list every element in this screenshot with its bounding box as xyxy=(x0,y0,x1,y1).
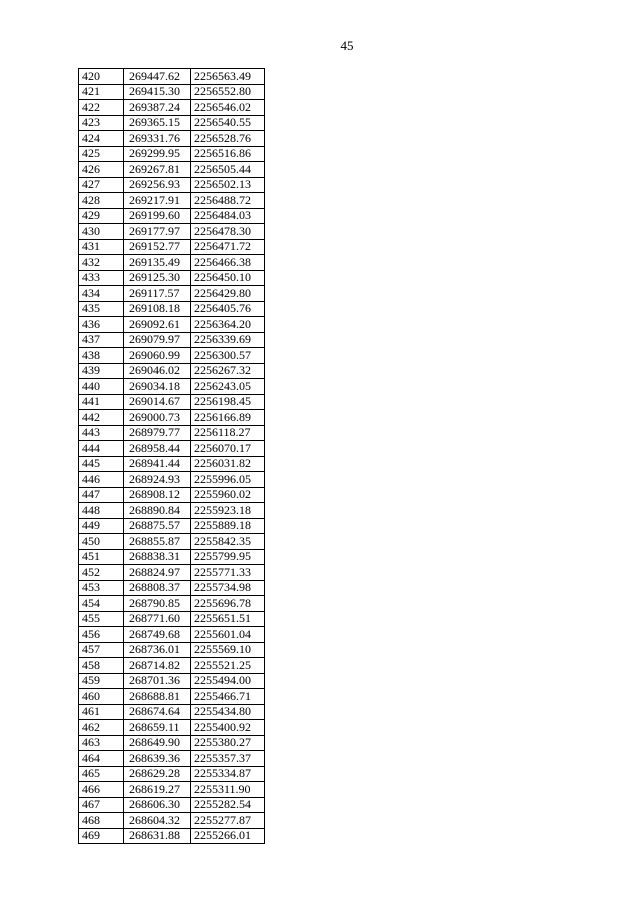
point-number-cell: 452 xyxy=(79,565,124,581)
x-coordinate-cell: 269256.93 xyxy=(124,177,191,193)
x-coordinate-cell: 269014.67 xyxy=(124,394,191,410)
table-row xyxy=(79,534,265,550)
x-coordinate-cell: 269415.30 xyxy=(124,84,191,100)
y-coordinate-cell: 2256516.86 xyxy=(191,146,265,162)
y-coordinate-cell: 2256339.69 xyxy=(191,332,265,348)
point-number-cell: 431 xyxy=(79,239,124,255)
table-row xyxy=(79,627,265,643)
table-row xyxy=(79,813,265,829)
y-coordinate-cell: 2255601.04 xyxy=(191,627,265,643)
x-coordinate-cell: 269117.57 xyxy=(124,286,191,302)
table-row xyxy=(79,115,265,131)
y-coordinate-cell: 2255569.10 xyxy=(191,642,265,658)
point-number-cell: 432 xyxy=(79,255,124,271)
x-coordinate-cell: 268606.30 xyxy=(124,797,191,813)
y-coordinate-cell: 2256118.27 xyxy=(191,425,265,441)
x-coordinate-cell: 269046.02 xyxy=(124,363,191,379)
point-number-cell: 445 xyxy=(79,456,124,472)
x-coordinate-cell: 268604.32 xyxy=(124,813,191,829)
y-coordinate-cell: 2256405.76 xyxy=(191,301,265,317)
point-number-cell: 433 xyxy=(79,270,124,286)
table-row xyxy=(79,735,265,751)
y-coordinate-cell: 2256450.10 xyxy=(191,270,265,286)
table-row xyxy=(79,549,265,565)
table-row xyxy=(79,673,265,689)
point-number-cell: 469 xyxy=(79,828,124,844)
table-row xyxy=(79,611,265,627)
point-number-cell: 451 xyxy=(79,549,124,565)
y-coordinate-cell: 2256540.55 xyxy=(191,115,265,131)
y-coordinate-cell: 2255734.98 xyxy=(191,580,265,596)
x-coordinate-cell: 268701.36 xyxy=(124,673,191,689)
table-row xyxy=(79,689,265,705)
table-row xyxy=(79,596,265,612)
y-coordinate-cell: 2256502.13 xyxy=(191,177,265,193)
x-coordinate-cell: 268714.82 xyxy=(124,658,191,674)
y-coordinate-cell: 2255960.02 xyxy=(191,487,265,503)
x-coordinate-cell: 269447.62 xyxy=(124,69,191,85)
table-row xyxy=(79,487,265,503)
x-coordinate-cell: 269365.15 xyxy=(124,115,191,131)
table-row xyxy=(79,332,265,348)
table-row xyxy=(79,84,265,100)
y-coordinate-cell: 2256552.80 xyxy=(191,84,265,100)
table-row xyxy=(79,363,265,379)
table-row xyxy=(79,208,265,224)
y-coordinate-cell: 2256243.05 xyxy=(191,379,265,395)
point-number-cell: 425 xyxy=(79,146,124,162)
point-number-cell: 463 xyxy=(79,735,124,751)
table-row xyxy=(79,317,265,333)
point-number-cell: 438 xyxy=(79,348,124,364)
y-coordinate-cell: 2256198.45 xyxy=(191,394,265,410)
y-coordinate-cell: 2255380.27 xyxy=(191,735,265,751)
table-row xyxy=(79,301,265,317)
point-number-cell: 456 xyxy=(79,627,124,643)
y-coordinate-cell: 2255771.33 xyxy=(191,565,265,581)
table-row xyxy=(79,658,265,674)
x-coordinate-cell: 268688.81 xyxy=(124,689,191,705)
table-row xyxy=(79,503,265,519)
y-coordinate-cell: 2255494.00 xyxy=(191,673,265,689)
y-coordinate-cell: 2255696.78 xyxy=(191,596,265,612)
table-row xyxy=(79,162,265,178)
x-coordinate-cell: 268808.37 xyxy=(124,580,191,596)
point-number-cell: 458 xyxy=(79,658,124,674)
x-coordinate-cell: 269060.99 xyxy=(124,348,191,364)
y-coordinate-cell: 2255651.51 xyxy=(191,611,265,627)
table-row xyxy=(79,425,265,441)
y-coordinate-cell: 2256546.02 xyxy=(191,100,265,116)
point-number-cell: 462 xyxy=(79,720,124,736)
page-number: 45 xyxy=(340,38,354,53)
x-coordinate-cell: 268875.57 xyxy=(124,518,191,534)
y-coordinate-cell: 2255842.35 xyxy=(191,534,265,550)
y-coordinate-cell: 2256166.89 xyxy=(191,410,265,426)
x-coordinate-cell: 268958.44 xyxy=(124,441,191,457)
point-number-cell: 430 xyxy=(79,224,124,240)
point-number-cell: 442 xyxy=(79,410,124,426)
y-coordinate-cell: 2255266.01 xyxy=(191,828,265,844)
point-number-cell: 440 xyxy=(79,379,124,395)
y-coordinate-cell: 2255923.18 xyxy=(191,503,265,519)
point-number-cell: 454 xyxy=(79,596,124,612)
y-coordinate-cell: 2255277.87 xyxy=(191,813,265,829)
point-number-cell: 429 xyxy=(79,208,124,224)
table-row xyxy=(79,224,265,240)
point-number-cell: 459 xyxy=(79,673,124,689)
y-coordinate-cell: 2256267.32 xyxy=(191,363,265,379)
y-coordinate-cell: 2256471.72 xyxy=(191,239,265,255)
table-row xyxy=(79,193,265,209)
coordinates-table-body xyxy=(79,69,265,844)
y-coordinate-cell: 2256429.80 xyxy=(191,286,265,302)
table-row xyxy=(79,751,265,767)
x-coordinate-cell: 268824.97 xyxy=(124,565,191,581)
point-number-cell: 467 xyxy=(79,797,124,813)
table-row xyxy=(79,348,265,364)
point-number-cell: 444 xyxy=(79,441,124,457)
y-coordinate-cell: 2255889.18 xyxy=(191,518,265,534)
table-row xyxy=(79,720,265,736)
table-row xyxy=(79,797,265,813)
table-row xyxy=(79,177,265,193)
table-row xyxy=(79,828,265,844)
x-coordinate-cell: 268924.93 xyxy=(124,472,191,488)
point-number-cell: 446 xyxy=(79,472,124,488)
y-coordinate-cell: 2256505.44 xyxy=(191,162,265,178)
point-number-cell: 428 xyxy=(79,193,124,209)
x-coordinate-cell: 268639.36 xyxy=(124,751,191,767)
table-row xyxy=(79,255,265,271)
x-coordinate-cell: 269000.73 xyxy=(124,410,191,426)
y-coordinate-cell: 2255311.90 xyxy=(191,782,265,798)
x-coordinate-cell: 269034.18 xyxy=(124,379,191,395)
table-row xyxy=(79,100,265,116)
y-coordinate-cell: 2255434.80 xyxy=(191,704,265,720)
y-coordinate-cell: 2255400.92 xyxy=(191,720,265,736)
y-coordinate-cell: 2256478.30 xyxy=(191,224,265,240)
y-coordinate-cell: 2256070.17 xyxy=(191,441,265,457)
x-coordinate-cell: 268790.85 xyxy=(124,596,191,612)
point-number-cell: 468 xyxy=(79,813,124,829)
x-coordinate-cell: 269217.91 xyxy=(124,193,191,209)
table-row xyxy=(79,518,265,534)
table-row xyxy=(79,131,265,147)
x-coordinate-cell: 269108.18 xyxy=(124,301,191,317)
y-coordinate-cell: 2255466.71 xyxy=(191,689,265,705)
x-coordinate-cell: 268629.28 xyxy=(124,766,191,782)
y-coordinate-cell: 2255357.37 xyxy=(191,751,265,767)
x-coordinate-cell: 269135.49 xyxy=(124,255,191,271)
y-coordinate-cell: 2255334.87 xyxy=(191,766,265,782)
table-row xyxy=(79,69,265,85)
x-coordinate-cell: 268941.44 xyxy=(124,456,191,472)
point-number-cell: 437 xyxy=(79,332,124,348)
point-number-cell: 422 xyxy=(79,100,124,116)
point-number-cell: 447 xyxy=(79,487,124,503)
y-coordinate-cell: 2255799.95 xyxy=(191,549,265,565)
point-number-cell: 441 xyxy=(79,394,124,410)
point-number-cell: 453 xyxy=(79,580,124,596)
point-number-cell: 448 xyxy=(79,503,124,519)
point-number-cell: 434 xyxy=(79,286,124,302)
y-coordinate-cell: 2255282.54 xyxy=(191,797,265,813)
point-number-cell: 436 xyxy=(79,317,124,333)
x-coordinate-cell: 269125.30 xyxy=(124,270,191,286)
point-number-cell: 465 xyxy=(79,766,124,782)
point-number-cell: 450 xyxy=(79,534,124,550)
x-coordinate-cell: 269177.97 xyxy=(124,224,191,240)
x-coordinate-cell: 269299.95 xyxy=(124,146,191,162)
table-row xyxy=(79,270,265,286)
point-number-cell: 460 xyxy=(79,689,124,705)
table-row xyxy=(79,456,265,472)
point-number-cell: 464 xyxy=(79,751,124,767)
table-row xyxy=(79,286,265,302)
y-coordinate-cell: 2256488.72 xyxy=(191,193,265,209)
y-coordinate-cell: 2256466.38 xyxy=(191,255,265,271)
table-row xyxy=(79,410,265,426)
point-number-cell: 426 xyxy=(79,162,124,178)
table-row xyxy=(79,472,265,488)
point-number-cell: 439 xyxy=(79,363,124,379)
y-coordinate-cell: 2255521.25 xyxy=(191,658,265,674)
x-coordinate-cell: 268890.84 xyxy=(124,503,191,519)
x-coordinate-cell: 269387.24 xyxy=(124,100,191,116)
x-coordinate-cell: 268838.31 xyxy=(124,549,191,565)
y-coordinate-cell: 2256563.49 xyxy=(191,69,265,85)
x-coordinate-cell: 268855.87 xyxy=(124,534,191,550)
table-row xyxy=(79,782,265,798)
point-number-cell: 423 xyxy=(79,115,124,131)
y-coordinate-cell: 2256364.20 xyxy=(191,317,265,333)
table-row xyxy=(79,239,265,255)
x-coordinate-cell: 268659.11 xyxy=(124,720,191,736)
x-coordinate-cell: 268674.64 xyxy=(124,704,191,720)
x-coordinate-cell: 268736.01 xyxy=(124,642,191,658)
point-number-cell: 449 xyxy=(79,518,124,534)
x-coordinate-cell: 268749.68 xyxy=(124,627,191,643)
point-number-cell: 455 xyxy=(79,611,124,627)
x-coordinate-cell: 268771.60 xyxy=(124,611,191,627)
y-coordinate-cell: 2256484.03 xyxy=(191,208,265,224)
point-number-cell: 420 xyxy=(79,69,124,85)
point-number-cell: 427 xyxy=(79,177,124,193)
table-row xyxy=(79,580,265,596)
table-row xyxy=(79,565,265,581)
coordinates-table xyxy=(78,68,265,844)
x-coordinate-cell: 269331.76 xyxy=(124,131,191,147)
table-row xyxy=(79,441,265,457)
y-coordinate-cell: 2256300.57 xyxy=(191,348,265,364)
table-row xyxy=(79,379,265,395)
y-coordinate-cell: 2256528.76 xyxy=(191,131,265,147)
x-coordinate-cell: 268619.27 xyxy=(124,782,191,798)
y-coordinate-cell: 2256031.82 xyxy=(191,456,265,472)
table-row xyxy=(79,146,265,162)
point-number-cell: 424 xyxy=(79,131,124,147)
x-coordinate-cell: 268649.90 xyxy=(124,735,191,751)
table-row xyxy=(79,394,265,410)
x-coordinate-cell: 269079.97 xyxy=(124,332,191,348)
table-row xyxy=(79,704,265,720)
table-row xyxy=(79,642,265,658)
point-number-cell: 435 xyxy=(79,301,124,317)
point-number-cell: 443 xyxy=(79,425,124,441)
x-coordinate-cell: 268631.88 xyxy=(124,828,191,844)
x-coordinate-cell: 269092.61 xyxy=(124,317,191,333)
point-number-cell: 466 xyxy=(79,782,124,798)
x-coordinate-cell: 268979.77 xyxy=(124,425,191,441)
x-coordinate-cell: 268908.12 xyxy=(124,487,191,503)
y-coordinate-cell: 2255996.05 xyxy=(191,472,265,488)
point-number-cell: 461 xyxy=(79,704,124,720)
table-row xyxy=(79,766,265,782)
x-coordinate-cell: 269267.81 xyxy=(124,162,191,178)
point-number-cell: 421 xyxy=(79,84,124,100)
x-coordinate-cell: 269199.60 xyxy=(124,208,191,224)
point-number-cell: 457 xyxy=(79,642,124,658)
x-coordinate-cell: 269152.77 xyxy=(124,239,191,255)
